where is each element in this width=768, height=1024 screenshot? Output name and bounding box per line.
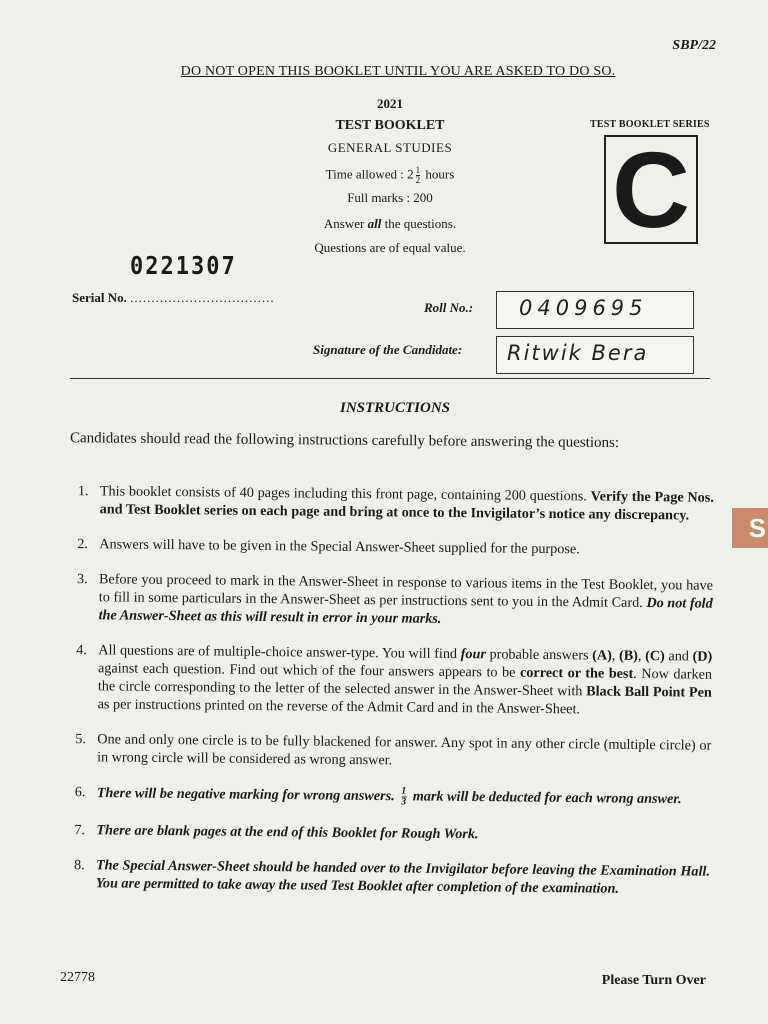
series-box <box>604 128 698 250</box>
item-text: There will be negative marking for wrong answers. <box>96 785 395 805</box>
fraction-den: 3 <box>401 796 407 808</box>
instructions-title: INSTRUCTIONS <box>339 400 451 416</box>
signature-value: Ritwik Bera <box>507 341 649 365</box>
time-allowed <box>210 166 570 185</box>
time-suffix: hours <box>425 166 455 182</box>
time-fraction-den: 2 <box>415 175 421 185</box>
serial-label: Serial No. <box>72 290 127 305</box>
item-text: Before you proceed to mark in the Answer-Sheet in response to various items in the Test Booklet, you have to fill in some particulars in the Answer-Sheet as per instructions sent to you in the Admit Card. <box>98 571 714 612</box>
list-item <box>69 535 713 560</box>
item-number: 4. <box>76 642 87 659</box>
list-item <box>66 856 710 899</box>
signature-field[interactable] <box>496 336 694 374</box>
list-item <box>66 821 710 846</box>
list-item <box>69 570 714 631</box>
item-text: . Now darken the circle corresponding to the letter of the selected answer in the Answer-Sheet with <box>97 665 713 700</box>
item-text: probable answers <box>489 646 589 664</box>
roll-number-field[interactable] <box>496 291 694 329</box>
item-text: , <box>611 647 616 664</box>
series-label: TEST BOOKLET SERIES <box>590 119 710 130</box>
list-item <box>68 641 713 720</box>
item-number: 6. <box>74 784 86 801</box>
item-text: There are blank pages at the end of this Booklet for Rough Work. <box>96 822 479 843</box>
side-tab-letter: S <box>748 512 766 543</box>
item-number: 5. <box>75 731 87 748</box>
serial-number: 0221307 <box>130 252 237 281</box>
answer-all-note <box>210 216 570 232</box>
fraction-num: 1 <box>401 785 407 797</box>
item-text: mark will be deducted for each wrong answer. <box>412 788 682 808</box>
instructions-list <box>66 482 714 916</box>
signature-label: Signature of the Candidate: <box>313 342 463 357</box>
footer-number: 22778 <box>60 970 95 985</box>
option-d: (D) <box>692 648 713 665</box>
list-item <box>67 783 711 811</box>
list-item <box>70 482 714 525</box>
roll-label: Roll No.: <box>424 300 474 315</box>
time-fraction-num: 1 <box>415 165 421 175</box>
item-number: 1. <box>77 483 89 500</box>
subject-title: GENERAL STUDIES <box>327 140 453 155</box>
item-text: , <box>637 647 642 664</box>
time-fraction <box>416 166 421 185</box>
item-text-bold: Black Ball Point Pen <box>586 683 712 701</box>
item-number: 8. <box>73 857 85 874</box>
turn-over-note: Please Turn Over <box>601 973 706 988</box>
item-text-bold: Verify the Page Nos. and Test Booklet series on each page and bring at once to the Invigilator’s notice any discrepancy. <box>99 488 714 524</box>
item-text: against each question. Find out which of the four answers appears to be <box>97 660 516 681</box>
side-tab <box>732 508 768 548</box>
series-letter: C <box>612 128 690 250</box>
item-text: and <box>668 648 690 665</box>
instructions-intro: Candidates should read the following instructions carefully before answering the questions: <box>69 430 620 451</box>
exam-year: 2021 <box>377 96 403 111</box>
option-a: (A) <box>592 647 612 664</box>
item-text-bold-italic: Do not fold the Answer-Sheet as this will result in error in your marks. <box>98 595 713 627</box>
item-text: One and only one circle is to be fully blackened for answer. Any spot in any other circle (multiple circle) or in wrong circle will be considered as wrong answer. <box>97 731 712 769</box>
answer-all-emph: all <box>367 216 382 231</box>
option-b: (B) <box>618 647 639 664</box>
do-not-open-warning: DO NOT OPEN THIS BOOKLET UNTIL YOU ARE ASKED TO DO SO. <box>180 64 616 79</box>
booklet-title: TEST BOOKLET <box>335 118 445 133</box>
item-text-bold: correct or the best <box>519 664 634 682</box>
item-number: 3. <box>76 571 88 588</box>
time-prefix: Time allowed : 2 <box>325 166 414 182</box>
booklet-code: SBP/22 <box>672 38 716 53</box>
item-text: This booklet consists of 40 pages including this front page, containing 200 questions. <box>99 483 587 505</box>
equal-value-note: Questions are of equal value. <box>314 240 466 255</box>
answer-pre: Answer <box>323 216 365 231</box>
option-c: (C) <box>645 648 665 665</box>
item-text: All questions are of multiple-choice answer-type. You will find <box>98 642 458 663</box>
serial-label-row <box>72 290 275 306</box>
item-number: 7. <box>74 822 86 839</box>
item-text: Answers will have to be given in the Special Answer-Sheet supplied for the purpose. <box>99 536 580 558</box>
answer-post: the questions. <box>384 216 457 231</box>
divider <box>70 378 710 379</box>
item-text-emph: four <box>460 646 487 663</box>
roll-number-value: 0409695 <box>519 296 648 320</box>
list-item <box>67 730 711 773</box>
item-number: 2. <box>77 536 89 553</box>
item-text: The Special Answer-Sheet should be handed over to the Invigilator before leaving the Examination Hall. You are permitted to take away the used Test Booklet after completion of the examination. <box>95 857 711 897</box>
serial-dots: .................................. <box>130 290 275 305</box>
full-marks: Full marks : 200 <box>347 190 433 205</box>
negative-mark-fraction <box>401 786 406 807</box>
item-text: as per instructions printed on the reverse of the Admit Card and in the Answer-Sheet. <box>97 696 581 718</box>
